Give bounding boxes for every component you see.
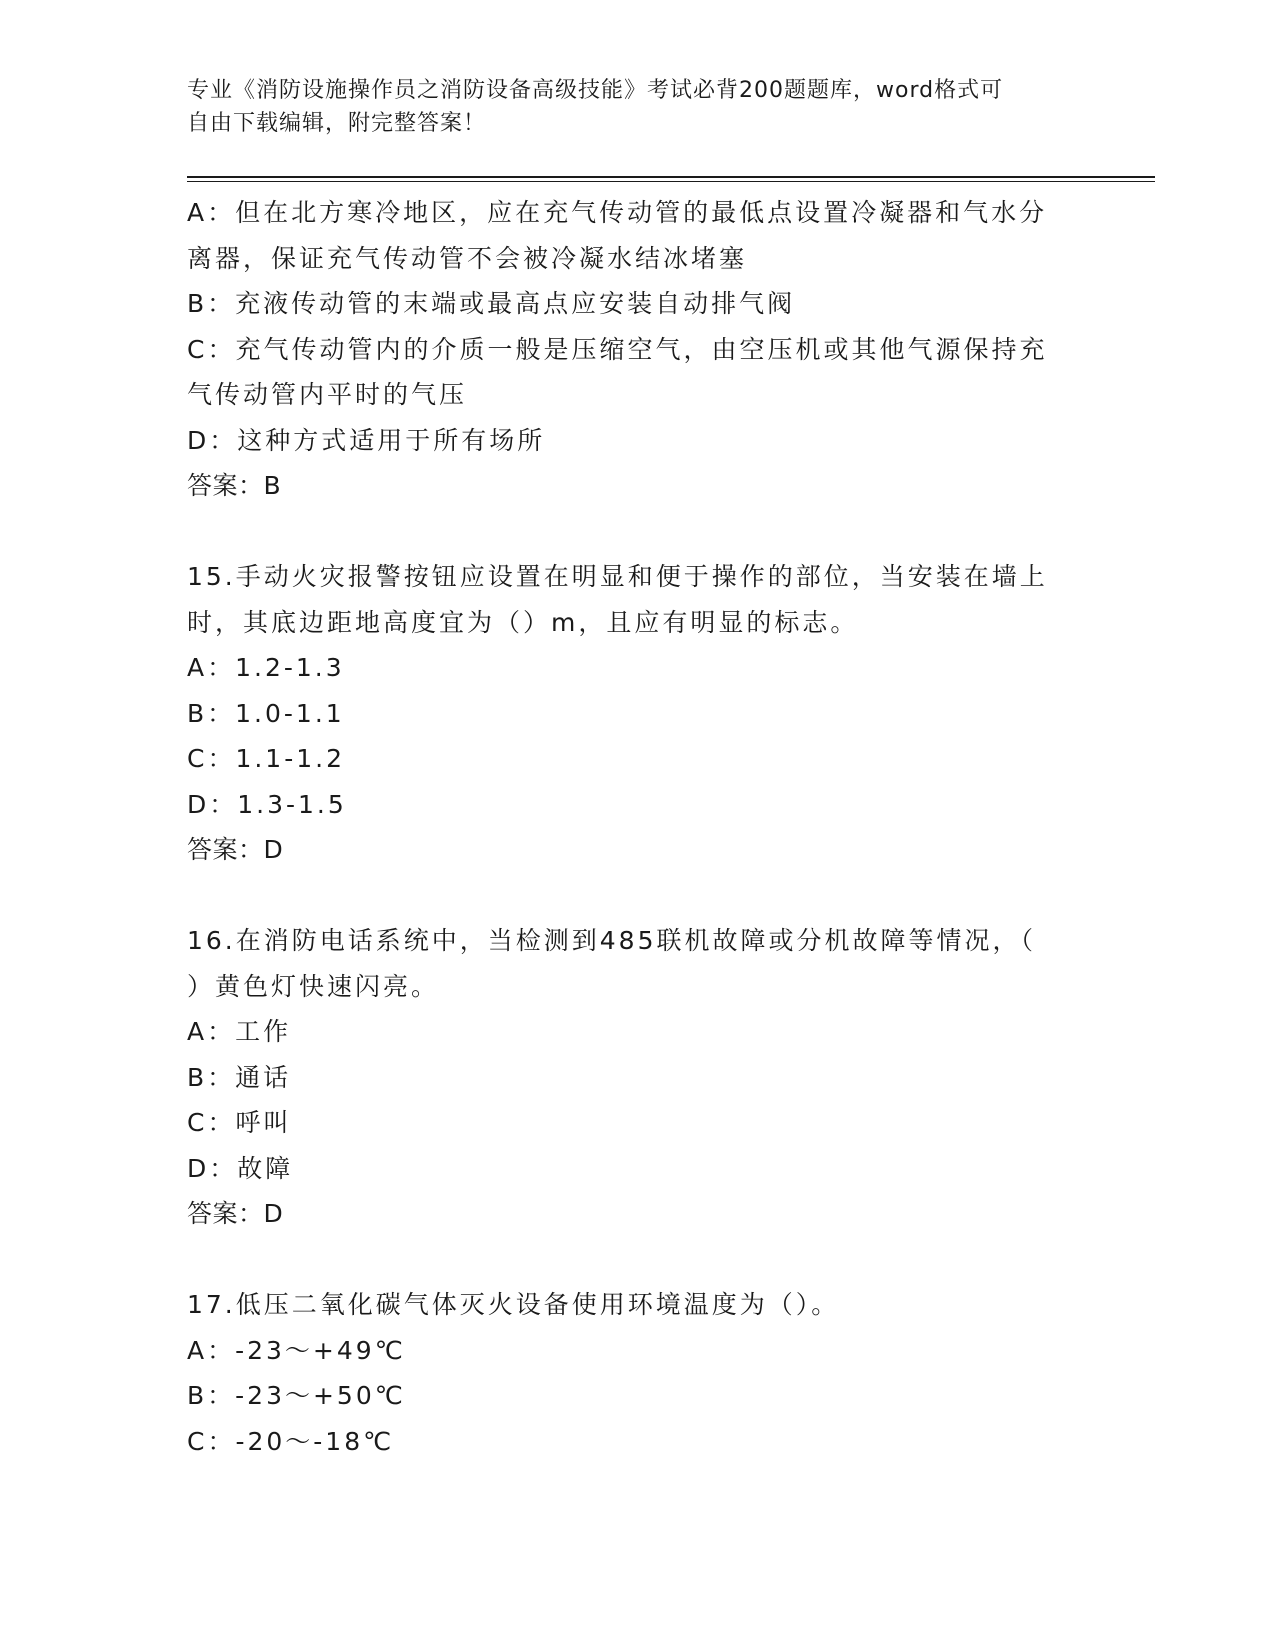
- question-content: [187, 190, 1087, 1464]
- option-a: A：-23～+49℃: [187, 1335, 406, 1365]
- header-divider-thin: [187, 181, 1155, 182]
- question-16: [187, 918, 1087, 1237]
- question-14-tail: [187, 190, 1087, 509]
- option-b: B：-23～+50℃: [187, 1381, 406, 1410]
- spacer: [187, 1237, 1087, 1283]
- option-c: C：-20～-18℃: [187, 1426, 395, 1456]
- option-c-line-2: 气传动管内平时的气压: [187, 380, 468, 409]
- question-17: [187, 1282, 1087, 1464]
- question-stem: 17.低压二氧化碳气体灭火设备使用环境温度为（）。: [187, 1290, 840, 1319]
- question-stem-line-1: 15.手动火灾报警按钮应设置在明显和便于操作的部位，当安装在墙上: [187, 562, 1048, 591]
- document-header: [187, 74, 1067, 140]
- option-a: A：1.2-1.3: [187, 653, 345, 682]
- question-stem-line-2: 时，其底边距地高度宜为（）m，且应有明显的标志。: [187, 607, 859, 637]
- option-d: D：故障: [187, 1153, 294, 1183]
- option-b: B：1.0-1.1: [187, 698, 345, 728]
- option-b: B：通话: [187, 1062, 292, 1092]
- header-title-line-1: 专业《消防设施操作员之消防设备高级技能》考试必背200题题库，word格式可: [187, 78, 1004, 103]
- option-c: C：1.1-1.2: [187, 744, 345, 773]
- option-d: D：这种方式适用于所有场所: [187, 425, 546, 455]
- answer: 答案：B: [187, 471, 282, 500]
- question-stem-line-1: 16.在消防电话系统中，当检测到485联机故障或分机故障等情况，（: [187, 926, 1036, 955]
- option-c: C：呼叫: [187, 1108, 292, 1137]
- option-a-line-2: 离器，保证充气传动管不会被冷凝水结冰堵塞: [187, 243, 748, 273]
- header-divider-thick: [187, 176, 1155, 178]
- header-title-line-2: 自由下载编辑，附完整答案！: [187, 111, 487, 136]
- spacer: [187, 509, 1087, 555]
- option-a: A：工作: [187, 1017, 292, 1046]
- option-d: D：1.3-1.5: [187, 789, 347, 819]
- question-stem-line-2: ）黄色灯快速闪亮。: [187, 971, 440, 1001]
- answer: 答案：D: [187, 835, 284, 864]
- option-c-line-1: C：充气传动管内的介质一般是压缩空气，由空压机或其他气源保持充: [187, 334, 1048, 364]
- option-b: B：充液传动管的末端或最高点应安装自动排气阀: [187, 289, 796, 318]
- option-a-line-1: A：但在北方寒冷地区，应在充气传动管的最低点设置冷凝器和气水分: [187, 198, 1048, 227]
- question-15: [187, 554, 1087, 873]
- answer: 答案：D: [187, 1199, 284, 1228]
- spacer: [187, 873, 1087, 919]
